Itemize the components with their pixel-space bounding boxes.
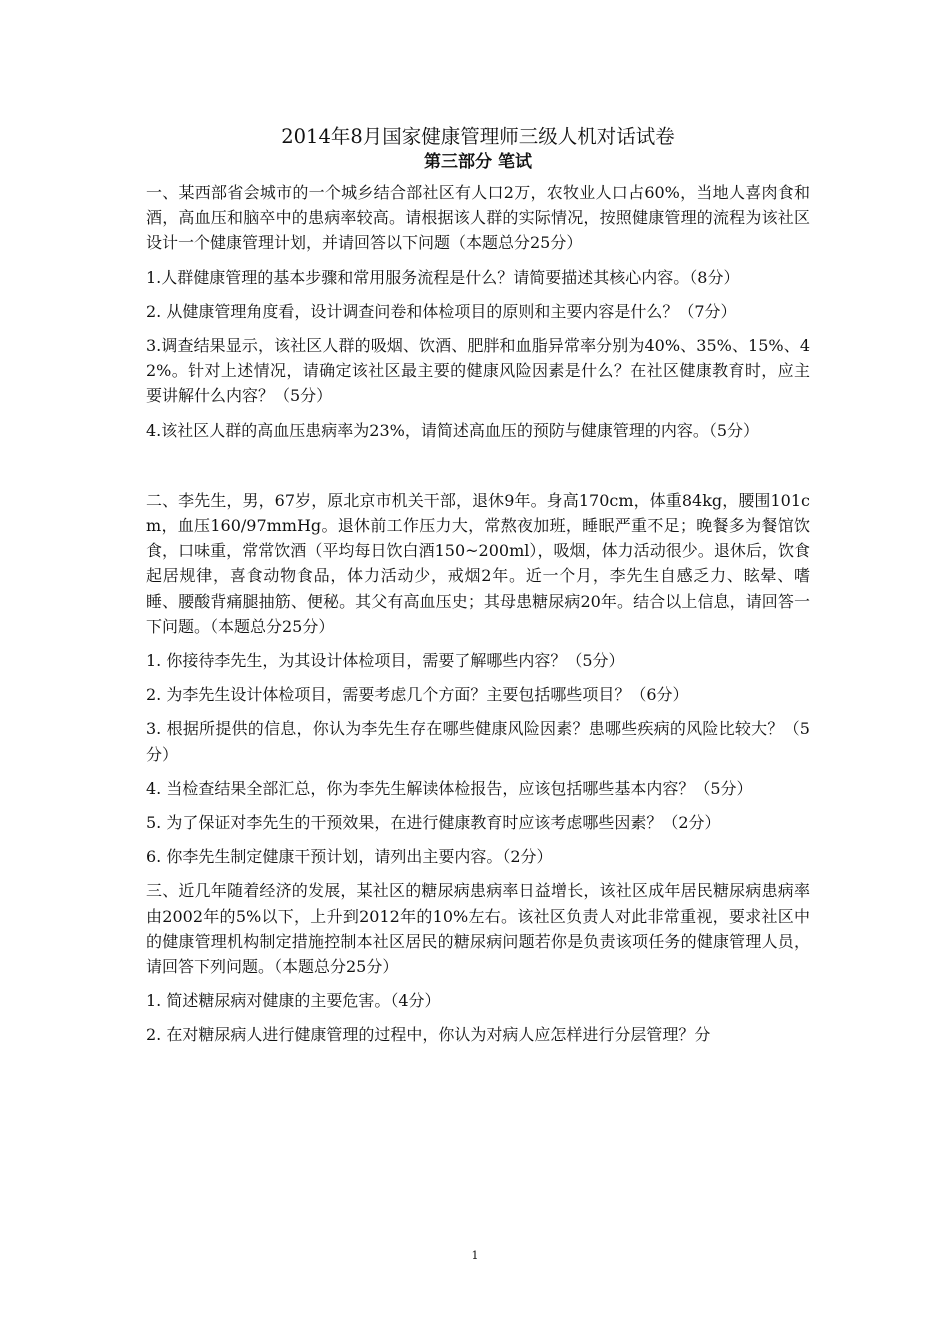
section3-intro: 三、近几年随着经济的发展，某社区的糖尿病患病率日益增长，该社区成年居民糖尿病患病率由2002年的5%以下，上升到2012年的10%左右。该社区负责人对此非常重视，要求社区中的健康管理机构制定措施控制本社区居民的糖尿病问题若你是负责该项任务的健康管理人员，请回答下列问题。（本题总分25分） bbox=[146, 881, 810, 977]
section1-intro: 一、某西部省会城市的一个城乡结合部社区有人口2万，农牧业人口占60%，当地人喜肉食和酒，高血压和脑卒中的患病率较高。请根据该人群的实际情况，按照健康管理的流程为该社区设计一个健康管理计划，并请回答以下问题（本题总分25分） bbox=[146, 183, 810, 253]
page-number: 1 bbox=[471, 1249, 479, 1262]
section1-question-1: 1.人群健康管理的基本步骤和常用服务流程是什么？请简要描述其核心内容。（8分） bbox=[146, 267, 740, 287]
section3-question-2: 2. 在对糖尿病人进行健康管理的过程中，你认为对病人应怎样进行分层管理？分 bbox=[146, 1025, 711, 1045]
section2-intro: 二、李先生，男，67岁，原北京市机关干部，退休9年。身高170cm，体重84kg，腰围101cm，血压160/97mmHg。退休前工作压力大，常熬夜加班，睡眠严重不足；晚餐多为餐馆饮食，口味重，常常饮酒（平均每日饮白酒150~200ml），吸烟，体力活动很少。退休后，饮食起居规律，喜食动物食品，体力活动少，戒烟2年。近一个月，李先生自感乏力、眩晕、嗜睡、腰酸背痛腿抽筋、便秘。其父有高血压史；其母患糖尿病20年。结合以上信息，请回答一下问题。（本题总分25分） bbox=[146, 490, 810, 636]
section1-question-2: 2. 从健康管理角度看，设计调查问卷和体检项目的原则和主要内容是什么？（7分） bbox=[146, 301, 737, 321]
section2-question-1: 1. 你接待李先生，为其设计体检项目，需要了解哪些内容？（5分） bbox=[146, 651, 625, 671]
section2-question-5: 5. 为了保证对李先生的干预效果，在进行健康教育时应该考虑哪些因素？（2分） bbox=[146, 813, 721, 833]
section1-question-4: 4.该社区人群的高血压患病率为23%，请简述高血压的预防与健康管理的内容。（5分） bbox=[146, 420, 760, 440]
section2-question-2: 2. 为李先生设计体检项目，需要考虑几个方面？主要包括哪些项目？（6分） bbox=[146, 685, 689, 705]
page-subtitle: 第三部分 笔试 bbox=[424, 152, 532, 172]
document-body bbox=[146, 124, 810, 1057]
section1-question-3: 3.调查结果显示，该社区人群的吸烟、饮酒、肥胖和血脂异常率分别为40%、35%、15%、42%。针对上述情况，请确定该社区最主要的健康风险因素是什么？在社区健康教育时，应主要讲解什么内容？（5分） bbox=[146, 336, 810, 406]
page-title: 2014年8月国家健康管理师三级人机对话试卷 bbox=[281, 125, 675, 148]
section-spacer bbox=[146, 452, 810, 488]
section2-question-4: 4. 当检查结果全部汇总，你为李先生解读体检报告，应该包括哪些基本内容？（5分） bbox=[146, 778, 753, 798]
section3-question-1: 1. 简述糖尿病对健康的主要危害。（4分） bbox=[146, 991, 441, 1011]
section2-question-3: 3. 根据所提供的信息，你认为李先生存在哪些健康风险因素？患哪些疾病的风险比较大？（5分） bbox=[146, 719, 810, 764]
section2-question-6: 6. 你李先生制定健康干预计划，请列出主要内容。（2分） bbox=[146, 847, 553, 867]
